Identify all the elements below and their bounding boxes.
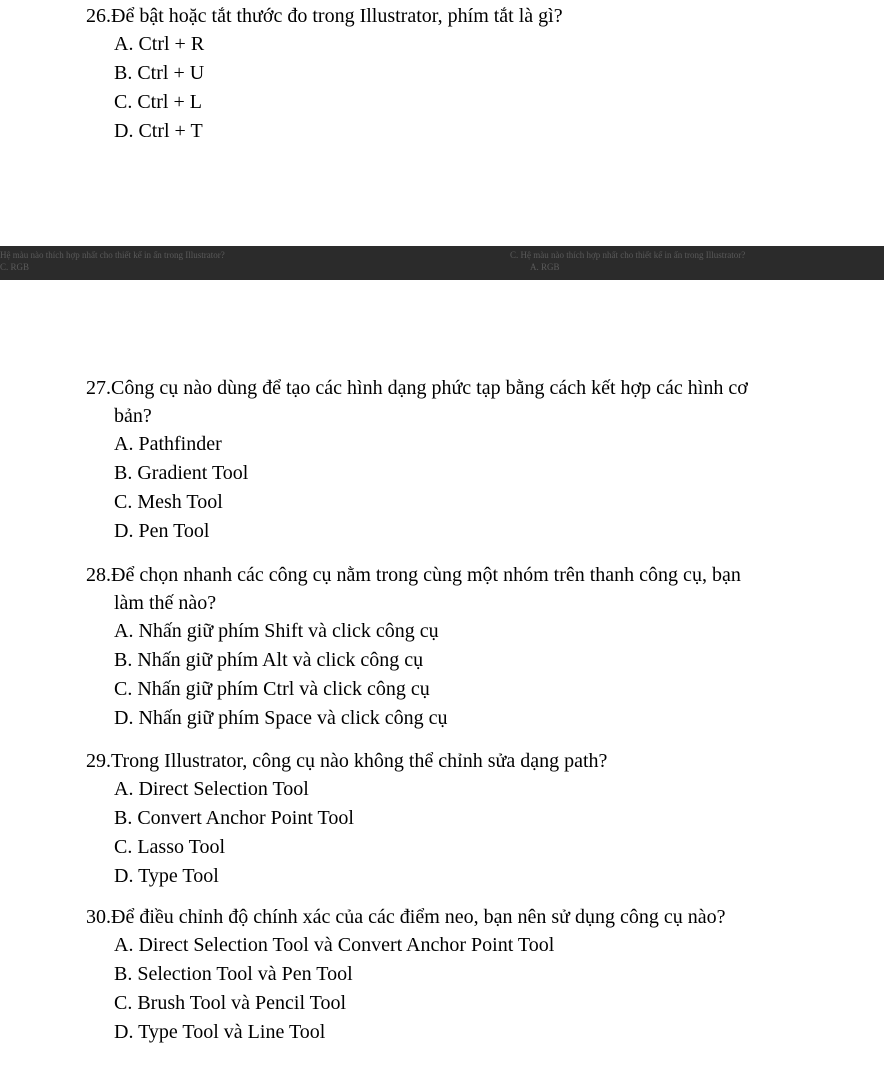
question-29: [0, 747, 884, 891]
question-28-option-a: A. Nhấn giữ phím Shift và click công cụ: [114, 620, 439, 642]
question-27-text-line1: 27.Công cụ nào dùng để tạo các hình dạng phức tạp bằng cách kết hợp các hình cơ: [86, 377, 748, 399]
question-26-option-d: D. Ctrl + T: [114, 120, 203, 142]
ghost-text-left-2: C. RGB: [0, 262, 30, 272]
question-26-option-a: A. Ctrl + R: [114, 33, 205, 55]
question-26-text: 26.Để bật hoặc tắt thước đo trong Illustrator, phím tắt là gì?: [86, 5, 563, 27]
question-28: [0, 561, 884, 733]
question-26: [0, 2, 884, 146]
question-30-option-a: A. Direct Selection Tool và Convert Anchor Point Tool: [114, 934, 555, 956]
question-28-option-d: D. Nhấn giữ phím Space và click công cụ: [114, 707, 448, 729]
question-27-option-b: B. Gradient Tool: [114, 462, 249, 484]
question-30-option-b: B. Selection Tool và Pen Tool: [114, 963, 353, 985]
question-26-option-c: C. Ctrl + L: [114, 91, 202, 113]
question-28-option-c: C. Nhấn giữ phím Ctrl và click công cụ: [114, 678, 430, 700]
question-30-text: 30.Để điều chỉnh độ chính xác của các điểm neo, bạn nên sử dụng công cụ nào?: [86, 906, 726, 928]
question-27-option-a: A. Pathfinder: [114, 433, 222, 455]
question-28-text-line1: 28.Để chọn nhanh các công cụ nằm trong cùng một nhóm trên thanh công cụ, bạn: [86, 564, 741, 586]
question-29-option-d: D. Type Tool: [114, 865, 219, 887]
question-26-option-b: B. Ctrl + U: [114, 62, 205, 84]
question-29-option-a: A. Direct Selection Tool: [114, 778, 309, 800]
question-30-option-c: C. Brush Tool và Pencil Tool: [114, 992, 347, 1014]
question-27-text-line2: bản?: [114, 405, 152, 427]
ghost-text-right-1: C. Hệ màu nào thích hợp nhất cho thiết kế in ấn trong Illustrator?: [510, 250, 746, 260]
question-29-option-c: C. Lasso Tool: [114, 836, 226, 858]
question-29-text: 29.Trong Illustrator, công cụ nào không thể chỉnh sửa dạng path?: [86, 750, 608, 772]
question-29-option-b: B. Convert Anchor Point Tool: [114, 807, 354, 829]
ghost-text-left-1: Hệ màu nào thích hợp nhất cho thiết kế in ấn trong Illustrator?: [0, 250, 225, 260]
ghost-text-right-2: A. RGB: [530, 262, 560, 272]
question-28-text: [0, 561, 884, 617]
question-28-text-line2: làm thế nào?: [114, 592, 217, 614]
question-27-text: [0, 374, 884, 430]
question-30-option-d: D. Type Tool và Line Tool: [114, 1021, 326, 1043]
question-28-option-b: B. Nhấn giữ phím Alt và click công cụ: [114, 649, 424, 671]
page-break-strip: [0, 246, 884, 280]
question-27-option-d: D. Pen Tool: [114, 520, 210, 542]
question-30: [0, 903, 884, 1047]
question-27: [0, 374, 884, 546]
question-27-option-c: C. Mesh Tool: [114, 491, 223, 513]
